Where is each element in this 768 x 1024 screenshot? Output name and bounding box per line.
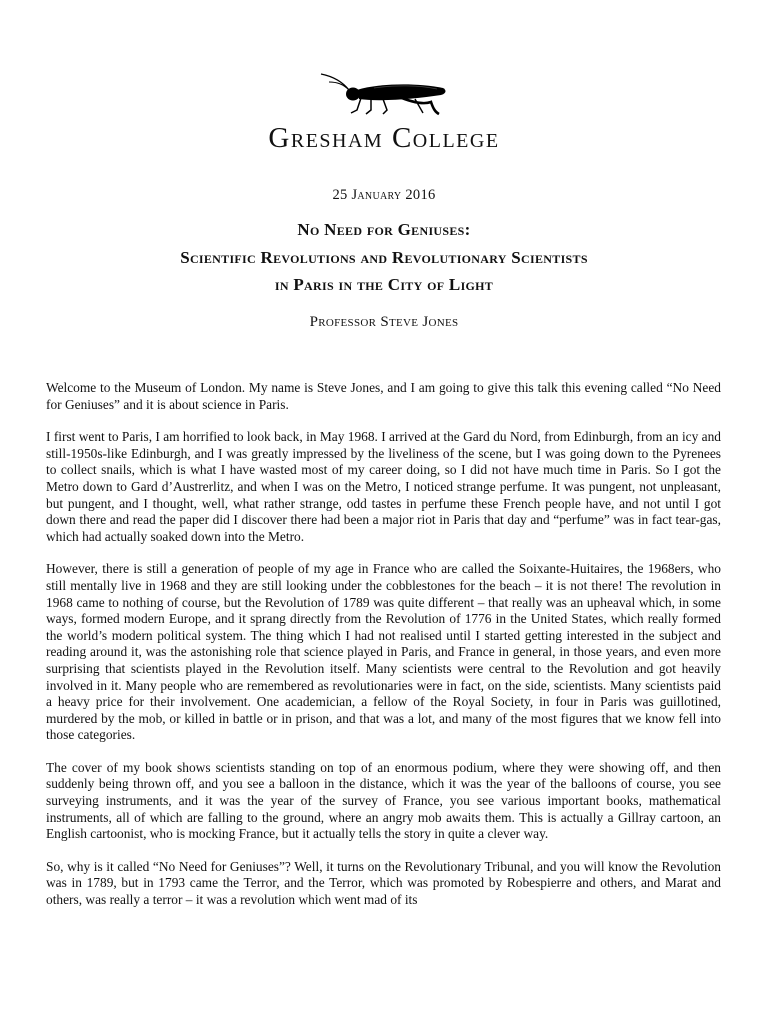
lecture-title-line-3: in Paris in the City of Light <box>274 275 494 294</box>
grasshopper-icon <box>319 72 449 116</box>
paragraph: So, why is it called “No Need for Geniuses”? Well, it turns on the Revolutionary Tribunal, and you will know the Revolution was in 1789, but in 1793 came the Terror, and the Terror, which was promoted by Robespierre and others, and Marat and others, was really a terror – it was a revolution which went mad of its <box>46 858 721 908</box>
college-logo <box>0 72 768 116</box>
lecture-title-line-2: Scientific Revolutions and Revolutionary Scientists <box>180 248 588 267</box>
paragraph: Welcome to the Museum of London. My name is Steve Jones, and I am going to give this talk this evening called “No Need for Geniuses” and it is about science in Paris. <box>46 380 721 412</box>
college-name: Gresham College <box>268 122 500 154</box>
lecture-date: 25 January 2016 <box>332 187 436 203</box>
paragraph: The cover of my book shows scientists standing on top of an enormous podium, where they were showing off, and then suddenly being thrown off, and you see a balloon in the distance, which it was the year of the balloons of course, you see surveying instruments, and it was the year of the survey of France, you see various important books, mathematical instruments, all of which are falling to the ground, where an angry mob awaits them. This is actually a Gillray cartoon, an English cartoonist, who is mocking France, but it actually tells the story in quite a clever way. <box>46 759 721 842</box>
paragraph: I first went to Paris, I am horrified to look back, in May 1968. I arrived at the Gard du Nord, from Edinburgh, from an icy and still-1950s-like Edinburgh, and I was greatly impressed by the liveliness of the scene, but I was going down to the Pyrenees to collect snails, which is what I have wasted most of my career doing, so I did not have much time in Paris. So I got the Metro down to Gard d’Austrerlitz, and when I was on the Metro, I noticed strange perfume. It was pungent, not unpleasant, but pungent, and I thought, well, what rather strange, odd tastes in perfume these French people have, and not until I got down there and read the paper did I discover there had been a major riot in Paris that day and “perfume” was in fact tear-gas, which had actually soaked down into the Metro. <box>46 429 721 544</box>
paragraph: However, there is still a generation of people of my age in France who are called the Soixante-Huitaires, the 1968ers, who still mentally live in 1968 and they are still looking under the cobblestones for the beach – it is not there! The revolution in 1968 came to nothing of course, but the Revolution of 1789 was quite different – that really was an upheaval which, in some ways, formed modern Europe, and it sprang directly from the Revolution of 1776 in the United States, which really formed the world’s modern political system. The thing which I had not realised until I started getting interested in the subject and reading around it, was the astonishing role that science played in Paris, and France in general, in those years, and even more surprising that scientists played in the Revolution itself. Many scientists were central to the Revolution and got heavily involved in it. Many people who are remembered as revolutionaries were in fact, on the side, scientists. Many scientists paid a heavy price for their involvement. One academician, a fellow of the Royal Society, in four in Paris was guillotined, murdered by the mob, or killed in battle or in prison, and that was a lot, and many of the most figures that we know fell into those categories. <box>46 561 721 743</box>
lecture-author: Professor Steve Jones <box>309 314 459 330</box>
lecture-title-line-1: No Need for Geniuses: <box>297 220 471 239</box>
transcript-body <box>46 380 721 925</box>
